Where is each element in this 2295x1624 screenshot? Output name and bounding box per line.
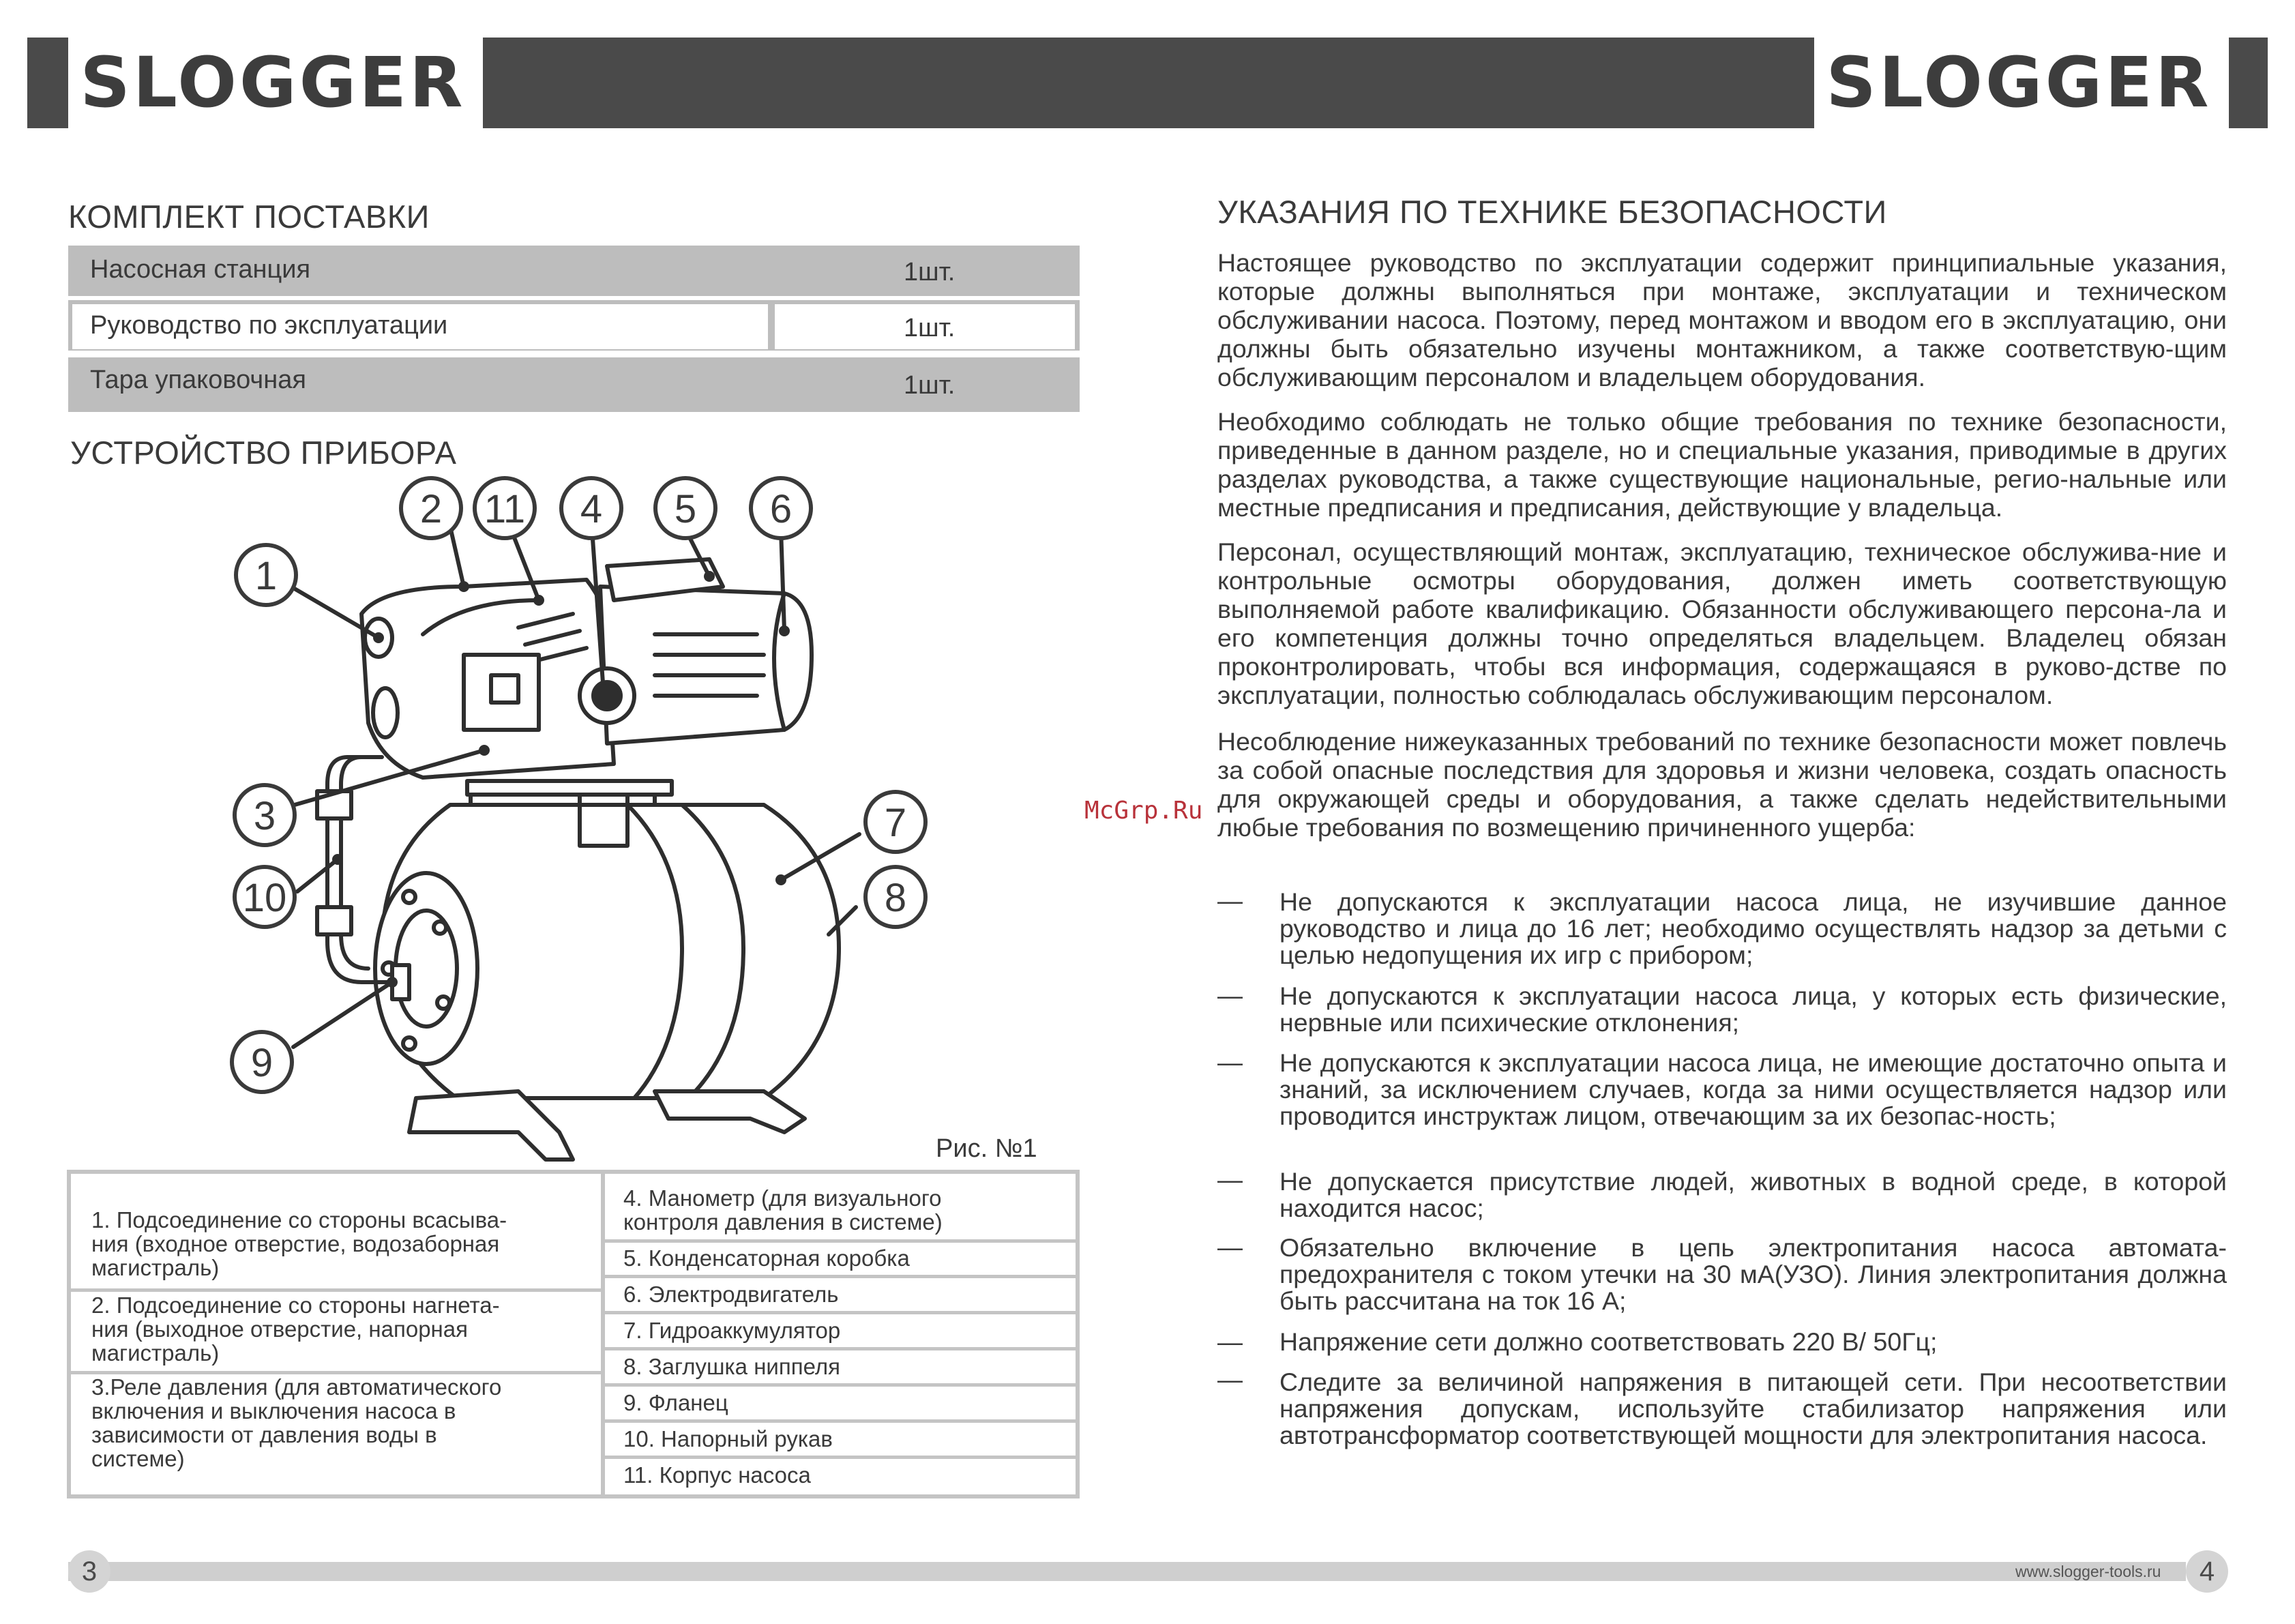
device-title: УСТРОЙСТВО ПРИБОРА — [70, 434, 457, 471]
kit-row — [68, 300, 1080, 351]
callout-label: 7 — [884, 801, 907, 845]
footer-bar-left — [68, 1562, 1173, 1581]
bullet-item: Следите за величиной напряжения в питающей сети. При несоответствии напряжения допускам, используйте стабилизатор напряжения или автотрансформатор соответствующей мощности для электропитания насоса. — [1279, 1368, 2227, 1449]
safety-paragraph: Несоблюдение нижеуказанных требований по технике безопасности может повлечь за собой опасные последствия для здоровья и жизни человека, создать опасность для окружающей среды и оборудования, а также сделать недействительными любые требования по возмещению причиненного ущерба: — [1217, 727, 2227, 842]
legend-item: 4. Манометр (для визуального контроля давления в системе) — [623, 1185, 943, 1235]
logo-right: SLOGGER — [1826, 42, 2212, 123]
kit-row — [68, 246, 1080, 296]
callout-label: 10 — [242, 876, 287, 920]
bullet-item: Не допускаются к эксплуатации насоса лица, у которых есть физические, нервные или психические отклонения; — [1279, 981, 2227, 1037]
legend-item: 10. Напорный рукав — [623, 1426, 833, 1451]
bullet-dash: — — [1217, 1233, 1243, 1261]
safety-paragraph: Настоящее руководство по эксплуатации содержит принципиальные указания, которые должны выполняться при монтаже, эксплуатации и техническом обслуживании насоса. Поэтому, перед монтажом и вводом его в эксплуатацию, они должны быть обязательно изучены монтажником, а также соответствую-щим обслуживающим персоналом и владельцем оборудования. — [1217, 248, 2227, 392]
bullet-item: Не допускаются к эксплуатации насоса лица, не имеющие достаточно опыта и знаний, за исключением случаев, когда за ними осуществляется надзор или проводится инструктаж лицом, отвечающим за их безопас-ность; — [1279, 1048, 2227, 1130]
kit-item-qty: 1шт. — [904, 371, 956, 400]
callout-label: 8 — [884, 876, 907, 920]
watermark: McGrp.Ru — [1084, 797, 1203, 825]
legend-item: 3.Реле давления (для автоматического включения и выключения насоса в зависимости от давления воды в системе) — [91, 1374, 502, 1471]
callout-label: 5 — [674, 487, 697, 531]
pump-station-illustration — [205, 471, 1091, 1166]
legend-table — [67, 1170, 1080, 1498]
legend-item: 9. Фланец — [623, 1390, 728, 1415]
bullet-item: Напряжение сети должно соответствовать 220 В/ 50Гц; — [1279, 1327, 1938, 1356]
kit-row — [68, 357, 1080, 412]
figure-caption: Рис. №1 — [936, 1134, 1037, 1163]
callout-label: 6 — [769, 487, 793, 531]
pressure-switch — [464, 655, 539, 730]
bullet-dash: — — [1217, 1328, 1243, 1356]
kit-item-name: Тара упаковочная — [90, 366, 306, 394]
safety-paragraph: Персонал, осуществляющий монтаж, эксплуатацию, техническое обслужива-ние и контрольные осмотры оборудования, должен иметь соответствующую выполняемой работе квалификацию. Обязанности обслуживающего персона-ла и его компетенция должны точно определяться владельцем. Владелец обязан проконтролировать, чтобы вся информация, содержащаяся в руково-дстве по эксплуатации, полностью соблюдалась обслуживающим персоналом. — [1217, 537, 2227, 709]
tank-foot-left — [409, 1091, 573, 1160]
kit-item-qty: 1шт. — [904, 314, 956, 342]
header-tab-right — [2229, 38, 2268, 128]
callout-label: 2 — [419, 487, 443, 531]
callout-label: 3 — [253, 794, 276, 838]
legend-item: 1. Подсоединение со стороны всасыва- ния (входное отверстие, водозаборная магистраль) — [91, 1207, 507, 1280]
callout-label: 1 — [254, 554, 278, 598]
page-number-left: 3 — [68, 1550, 110, 1593]
legend-item: 5. Конденсаторная коробка — [623, 1245, 910, 1271]
legend-item: 2. Подсоединение со стороны нагнета- ния (выходное отверстие, напорная магистраль) — [91, 1293, 500, 1365]
legend-item: 11. Корпус насоса — [623, 1462, 811, 1488]
callout-label: 9 — [250, 1041, 273, 1085]
website-url: www.slogger-tools.ru — [2015, 1563, 2161, 1580]
header-bar — [483, 38, 1814, 128]
legend-item: 6. Электродвигатель — [623, 1282, 839, 1307]
legend-item: 8. Заглушка ниппеля — [623, 1354, 840, 1379]
bullet-item: Обязательно включение в цепь электропитания насоса автомата-предохранителя с током утечки на 30 мА(УЗО). Линия электропитания должна быть рассчитана на ток 16 А; — [1279, 1233, 2227, 1315]
page-number-right: 4 — [2186, 1550, 2228, 1593]
safety-paragraph: Необходимо соблюдать не только общие требования по технике безопасности, приведенные в данном разделе, но и специальные указания, приводимые в других разделах руководства, а также существующие национальные, регио-нальные или местные предписания и предписания, действующие у владельца. — [1217, 407, 2227, 522]
kit-item-name: Руководство по эксплуатации — [90, 311, 448, 340]
callout-label: 11 — [484, 487, 526, 531]
bullet-dash: — — [1217, 981, 1243, 1009]
bullet-item: Не допускаются к эксплуатации насоса лица, не изучившие данное руководство и лица до 16 лет; необходимо осуществлять надзор за детьми с целью недопущения их игр с прибором; — [1279, 887, 2227, 969]
kit-item-name: Насосная станция — [90, 255, 311, 284]
callout-label: 4 — [580, 487, 603, 531]
bullet-item: Не допускается присутствие людей, животных в водной среде, в которой находится насос; — [1279, 1167, 2227, 1222]
bullet-dash: — — [1217, 887, 1243, 915]
kit-title: КОМПЛЕКТ ПОСТАВКИ — [68, 198, 430, 235]
bullet-dash: — — [1217, 1048, 1243, 1076]
kit-item-qty: 1шт. — [904, 258, 956, 286]
tank-foot-right — [655, 1091, 805, 1132]
safety-title: УКАЗАНИЯ ПО ТЕХНИКЕ БЕЗОПАСНОСТИ — [1217, 194, 1887, 230]
header-tab-left — [27, 38, 68, 128]
legend-item: 7. Гидроаккумулятор — [623, 1318, 841, 1343]
bullet-dash: — — [1217, 1365, 1243, 1393]
bullet-dash: — — [1217, 1166, 1243, 1194]
logo-left: SLOGGER — [80, 42, 466, 123]
